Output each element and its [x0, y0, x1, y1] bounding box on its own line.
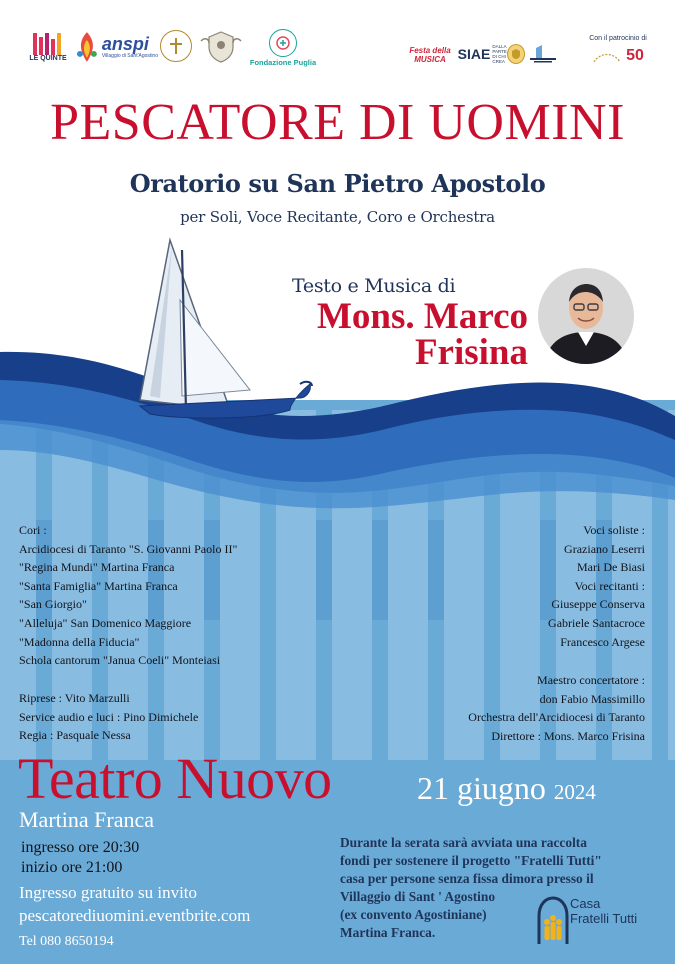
- fifty-years-mark: 50: [626, 47, 644, 64]
- credit-line: "Regina Mundi" Martina Franca: [19, 560, 175, 575]
- credit-line: Mari De Biasi: [577, 560, 645, 575]
- credit-line: "Madonna della Fiducia": [19, 634, 140, 649]
- credit-line: Graziano Leserri: [564, 541, 645, 556]
- author-portrait: [538, 268, 634, 364]
- credit-line: Riprese : Vito Marzulli: [19, 691, 130, 705]
- event-day-month: 21 giugno: [417, 770, 546, 806]
- start-time: inizio ore 21:00: [21, 859, 123, 876]
- credit-line: Francesco Argese: [560, 634, 645, 649]
- event-website-link[interactable]: pescatorediuomini.eventbrite.com: [19, 906, 251, 925]
- sailboat-illustration: [140, 240, 312, 418]
- credit-line: "Santa Famiglia" Martina Franca: [19, 578, 178, 593]
- fondazione-puglia-caption: Fondazione Puglia: [249, 58, 317, 67]
- diocese-seal-logo: [160, 30, 192, 62]
- credit-line: Schola cantorum "Janua Coeli" Monteiasi: [19, 653, 221, 668]
- portrait-illustration: [538, 268, 634, 364]
- people-arch-icon: [536, 894, 570, 946]
- fondazione-puglia-emblem: [269, 29, 297, 57]
- venue-name: Teatro Nuovo: [18, 746, 332, 811]
- crew-list: [19, 689, 198, 745]
- anspi-flame-icon: [74, 30, 100, 64]
- siae-tagline: DALLA PARTE DI CHI CREA: [492, 44, 507, 64]
- le-quinte-logo: [30, 28, 66, 68]
- credit-line: Cori :: [19, 523, 47, 537]
- event-subtitle-detail: per Soli, Voce Recitante, Coro e Orchestra: [180, 208, 495, 226]
- free-entry-note: Ingresso gratuito su invito: [19, 883, 198, 902]
- siae-wordmark: SIAE: [457, 46, 491, 62]
- le-quinte-icon: [33, 33, 63, 55]
- casa-logo-line1: Casa: [570, 896, 601, 911]
- phone-number[interactable]: Tel 080 8650194: [19, 934, 114, 949]
- patrocinio-caption: Con il patrocinio di: [589, 35, 647, 42]
- anspi-logo: [74, 26, 158, 68]
- san-michele-logo: [526, 42, 560, 66]
- author-label: Testo e Musica di: [292, 275, 456, 297]
- fundraiser-line: fondi per sostenere il progetto "Fratelli Tutti": [340, 853, 602, 868]
- credit-line: "San Giorgio": [19, 597, 87, 612]
- credit-line: Regia : Pasquale Nessa: [19, 728, 131, 743]
- shield-icon: [511, 48, 521, 60]
- coat-of-arms-logo: [198, 28, 244, 64]
- event-title: PESCATORE DI UOMINI: [50, 94, 625, 151]
- choirs-list: [19, 521, 237, 670]
- fondazione-puglia-logo: [247, 26, 319, 70]
- credit-line: Orchestra dell'Arcidiocesi di Taranto: [468, 710, 645, 725]
- cross-icon: [167, 37, 185, 55]
- church-icon: [528, 44, 558, 64]
- credit-line: Maestro concertatore :: [537, 673, 645, 687]
- fundraiser-line: casa per persone senza fissa dimora presso il: [340, 871, 594, 886]
- credit-line: "Alleluja" San Domenico Maggiore: [19, 615, 192, 630]
- soloists-list: [548, 521, 645, 651]
- casa-fratelli-tutti-logo: [536, 894, 656, 948]
- credit-line: Voci soliste :: [583, 523, 645, 537]
- anspi-wordmark: anspi: [101, 34, 149, 54]
- municipal-seal-logo: [507, 44, 525, 64]
- event-year: 2024: [553, 780, 596, 804]
- fundraiser-line: Durante la serata sarà avviata una raccolta: [340, 835, 587, 850]
- credit-line: don Fabio Massimillo: [539, 691, 645, 706]
- festa-musica-wordmark: Festa della MUSICA: [409, 46, 451, 64]
- le-quinte-caption: LE QUINTE: [29, 55, 67, 62]
- venue-city: Martina Franca: [19, 807, 154, 832]
- author-name-line1: Mons. Marco: [317, 296, 528, 337]
- credit-line: Voci recitanti :: [574, 578, 645, 593]
- fundraiser-line: Martina Franca.: [340, 925, 436, 940]
- orchestra-list: [468, 671, 645, 745]
- casa-logo-line2: Fratelli Tutti: [570, 911, 638, 926]
- event-subtitle: Oratorio su San Pietro Apostolo: [129, 169, 546, 198]
- patrocinio-logo: [578, 32, 658, 68]
- credit-line: Giuseppe Conserva: [551, 597, 645, 612]
- credit-line: Arcidiocesi di Taranto "S. Giovanni Paolo II": [19, 541, 238, 556]
- fundraiser-line: Villaggio di Sant ' Agostino: [340, 889, 496, 904]
- coat-of-arms-icon: [199, 29, 243, 63]
- author-name-line2: Frisina: [414, 332, 528, 373]
- entry-time: ingresso ore 20:30: [21, 839, 140, 856]
- anspi-caption: Villaggio di Sant'Agostino: [101, 53, 158, 59]
- credit-line: Direttore : Mons. Marco Frisina: [491, 728, 645, 743]
- municipality-icon: [592, 48, 622, 64]
- credit-line: Service audio e luci : Pino Dimichele: [19, 709, 199, 724]
- credit-line: Gabriele Santacroce: [548, 615, 645, 630]
- event-date: [417, 768, 596, 812]
- festa-musica-logo: [404, 40, 456, 70]
- fundraiser-line: (ex convento Agostiniane): [340, 907, 487, 922]
- emblem-icon: [275, 35, 291, 51]
- siae-logo: [457, 40, 507, 68]
